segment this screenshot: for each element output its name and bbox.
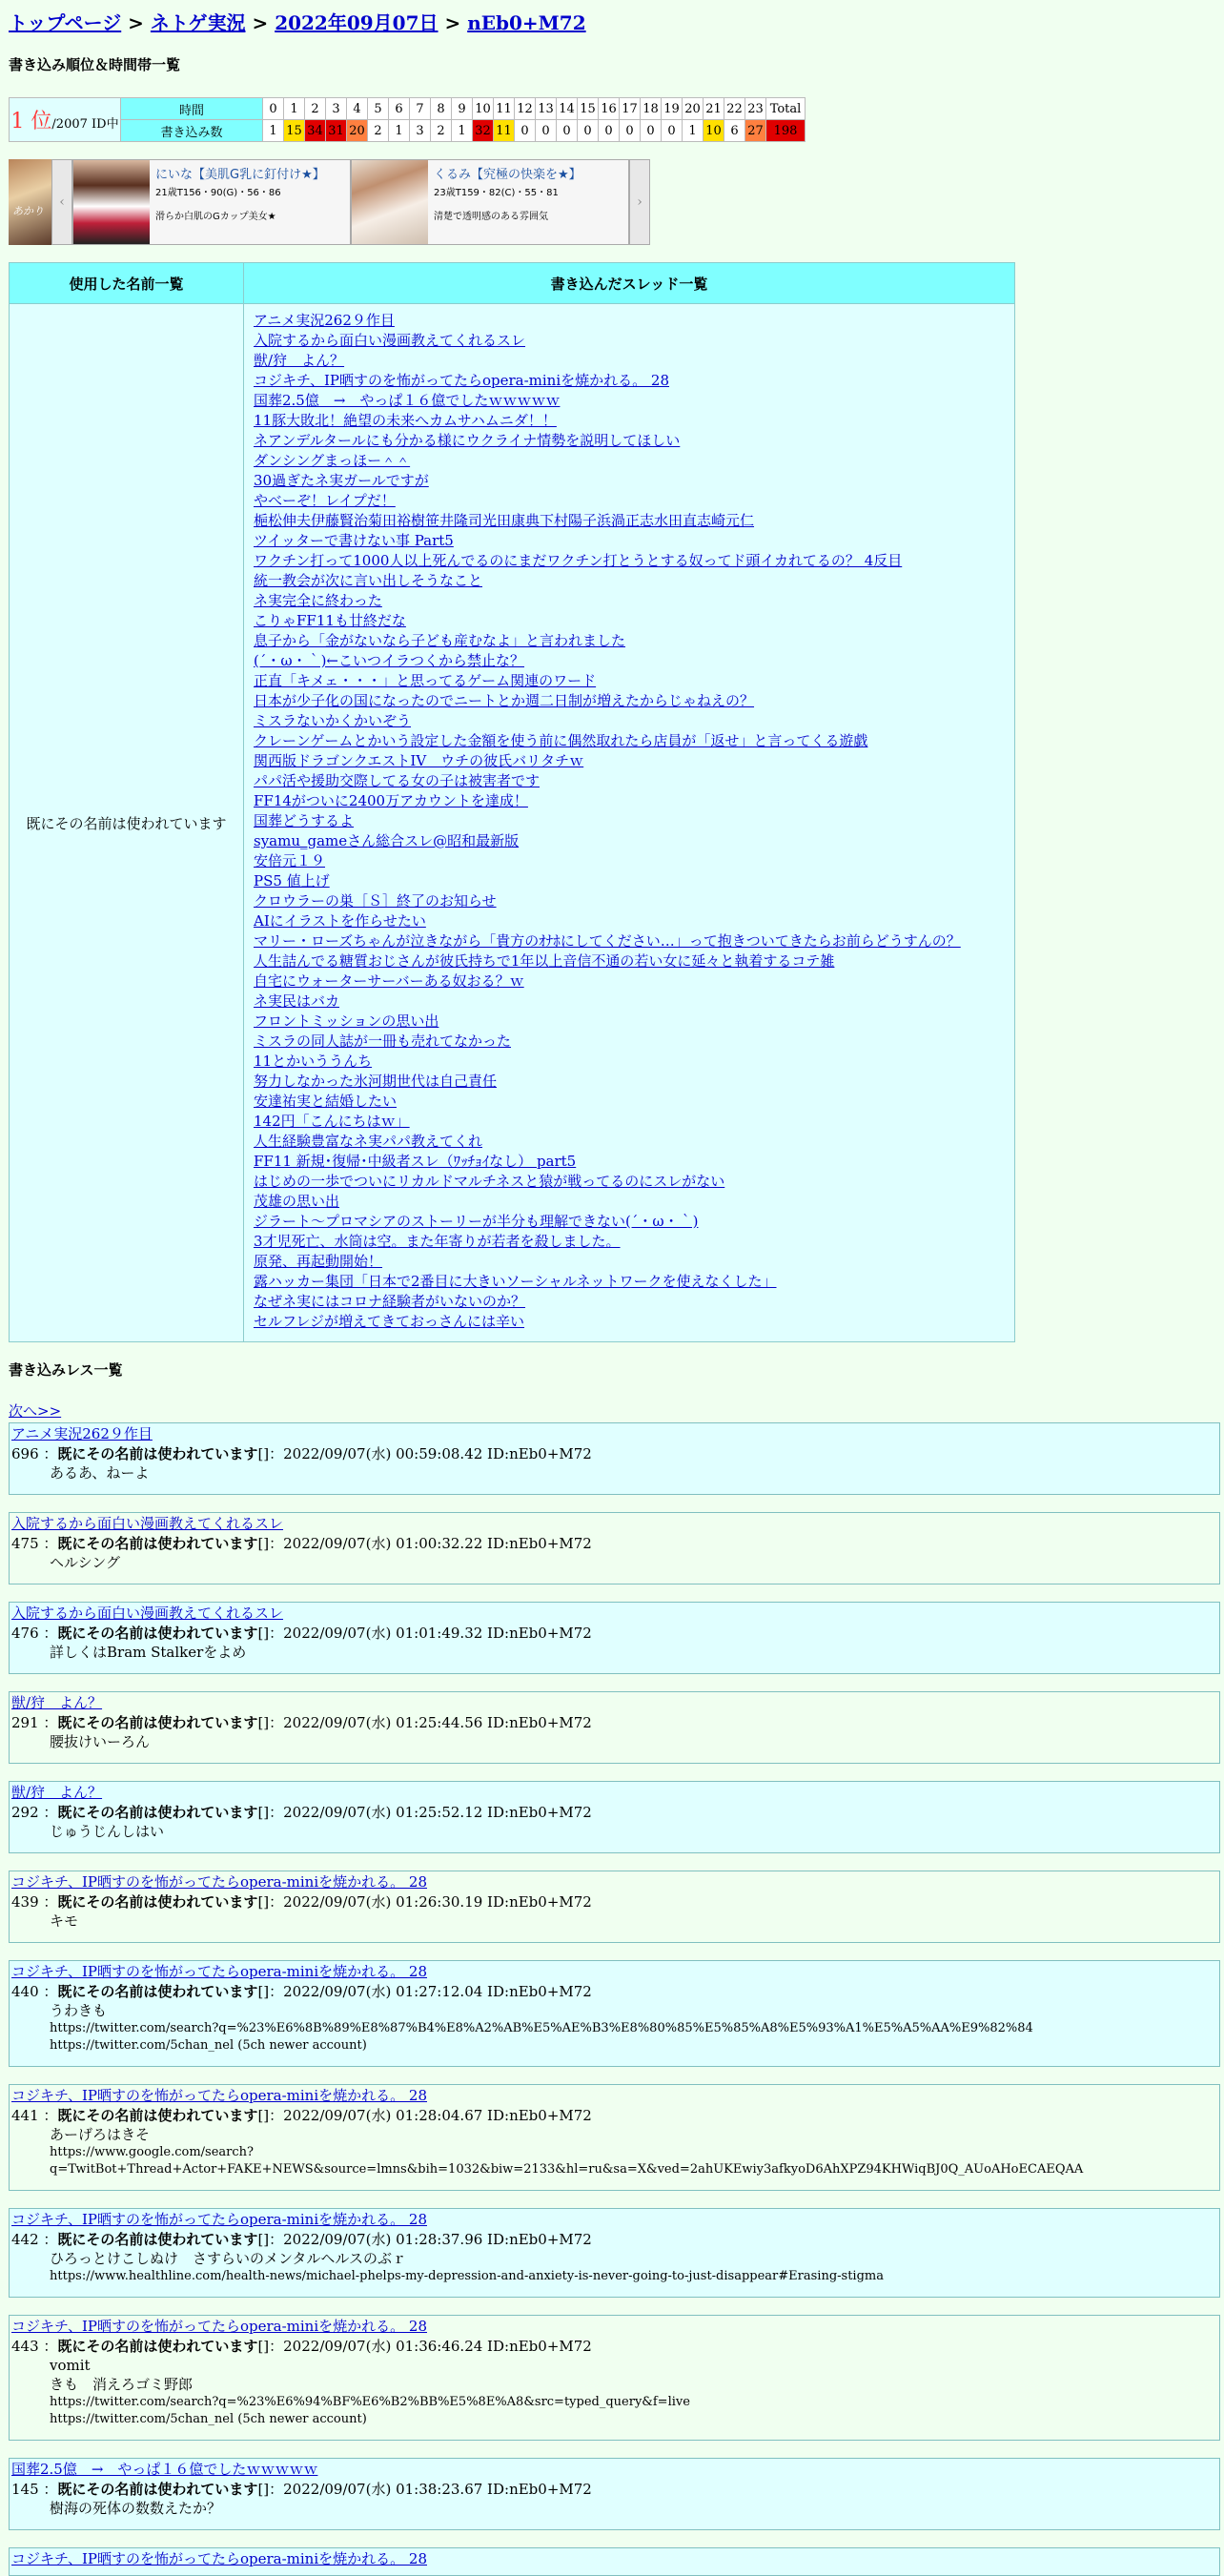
thread-link[interactable]: PS5 値上げ — [254, 872, 330, 889]
post-thread-link[interactable]: コジキチ、IP晒すのを怖がってたらopera-miniを焼かれる。 28 — [11, 2550, 427, 2567]
hour-cell: 7 — [410, 98, 431, 120]
post — [9, 1691, 1220, 1764]
total-label: Total — [766, 98, 806, 120]
thread-link[interactable]: 息子から「金がないなら子ども産むなよ」と言われました — [254, 632, 626, 649]
post-line: vomit — [50, 2357, 91, 2374]
thread-link[interactable]: なぜネ実にはコロナ経験者がいないのか？ — [254, 1293, 526, 1310]
thread-link[interactable]: やべーぞ！レイプだ！ — [254, 492, 396, 509]
post — [9, 1781, 1220, 1853]
thread-link[interactable]: 関西版ドラゴンクエストIV ウチの彼氏バリタチｗ — [254, 752, 584, 769]
post-date-id: []：2022/09/07(水) 01:25:44.56 ID:nEb0+M72 — [257, 1714, 592, 1731]
count-cell: 1 — [452, 120, 473, 142]
post-date-id: []：2022/09/07(水) 00:59:08.42 ID:nEb0+M72 — [257, 1445, 592, 1462]
count-cell: 1 — [263, 120, 284, 142]
post-url: https://www.healthline.com/health-news/michael-phelps-my-depression-and-anxiety-is-never-going-to-just-disappear#Erasing-stigma — [50, 2269, 884, 2283]
post — [9, 1512, 1220, 1584]
post — [9, 1602, 1220, 1674]
post-line: 腰抜けいーろん — [50, 1733, 151, 1750]
post-number: 442 — [11, 2231, 39, 2248]
hour-cell: 11 — [494, 98, 515, 120]
count-cell: 0 — [620, 120, 641, 142]
post-thread-link[interactable]: アニメ実況262９作目 — [11, 1425, 153, 1442]
ad-title[interactable]: くるみ【究極の快楽を★】 — [434, 168, 581, 182]
post-meta — [11, 1443, 1219, 1463]
post-url: https://twitter.com/5chan_nel (5ch newer account) — [50, 2412, 367, 2426]
hour-cell: 6 — [389, 98, 410, 120]
post-date-id: []：2022/09/07(水) 01:01:49.32 ID:nEb0+M72 — [257, 1625, 592, 1642]
post-thread-link[interactable]: 入院するから面白い漫画教えてくれるスレ — [11, 1605, 284, 1622]
ad-spec: 21歳T156・90(G)・56・86 — [155, 188, 281, 198]
rank-suffix: /2007 ID中 — [51, 117, 119, 132]
post-name: 既にその名前は使われています — [57, 2338, 258, 2355]
post-meta — [11, 2479, 1219, 2499]
thread-link[interactable]: 安達祐実と結婚したい — [254, 1093, 398, 1110]
hour-cell: 22 — [724, 98, 745, 120]
ad-photo-2 — [352, 160, 428, 244]
thread-link[interactable]: マリー・ローズちゃんが泣きながら「貴方のｵﾅﾎにしてください…」って抱きついてきたらお前らどうすんの？ — [254, 932, 961, 950]
post-thread-link[interactable]: コジキチ、IP晒すのを怖がってたらopera-miniを焼かれる。 28 — [11, 2211, 427, 2228]
post-body — [50, 2499, 1219, 2518]
post-body — [50, 2356, 1219, 2428]
hour-cell: 3 — [326, 98, 347, 120]
post-line: キモ — [50, 1912, 79, 1930]
count-cell: 32 — [473, 120, 494, 142]
thread-link[interactable]: 露ハッカー集団「日本で2番目に大きいソーシャルネットワークを使えなくした」 — [254, 1273, 777, 1290]
post-thread-link[interactable]: 獣/狩 よん？ — [11, 1784, 103, 1801]
breadcrumb-top-link[interactable]: トップページ — [9, 11, 122, 34]
post-date-id: []：2022/09/07(水) 01:00:32.22 ID:nEb0+M72 — [257, 1535, 592, 1552]
thread-link[interactable]: こりゃFF11も廿終だな — [254, 612, 406, 629]
thread-link[interactable]: 国葬2.5億 → やっぱ１６億でしたｗｗｗｗｗ — [254, 392, 561, 409]
count-cell: 1 — [683, 120, 704, 142]
hour-cell: 2 — [305, 98, 326, 120]
post-separator: ： — [38, 1714, 58, 1731]
breadcrumb-date-link[interactable]: 2022年09月07日 — [275, 11, 439, 34]
hour-cell: 8 — [431, 98, 452, 120]
post — [9, 2458, 1220, 2530]
post-line: じゅうじんしはい — [50, 1823, 165, 1840]
post-thread-link[interactable]: コジキチ、IP晒すのを怖がってたらopera-miniを焼かれる。 28 — [11, 2318, 427, 2335]
post-separator: ： — [38, 2107, 58, 2124]
hour-cell: 10 — [473, 98, 494, 120]
count-cell: 2 — [368, 120, 389, 142]
thread-link[interactable]: 努力しなかった氷河期世代は自己責任 — [254, 1073, 498, 1090]
count-cell: 0 — [515, 120, 536, 142]
ad-side-label: あかり — [12, 205, 44, 217]
name-used: 既にその名前は使われています — [10, 304, 244, 1342]
thread-link[interactable]: 安倍元１９ — [254, 852, 326, 869]
thread-link[interactable]: 入院するから面白い漫画教えてくれるスレ — [254, 332, 526, 349]
post-number: 292 — [11, 1804, 39, 1821]
post-meta — [11, 1891, 1219, 1912]
post-line: あるあ、ねーよ — [50, 1464, 150, 1482]
thread-link[interactable]: FF14がついに2400万アカウントを達成！ — [254, 792, 528, 809]
post-url: https://www.google.com/search? — [50, 2145, 254, 2159]
post-meta — [11, 1802, 1219, 1822]
thread-link[interactable]: パパ活や援助交際してる女の子は被害者です — [254, 772, 541, 789]
ad-card-2[interactable] — [351, 159, 629, 245]
post-number: 439 — [11, 1893, 39, 1911]
post-number: 441 — [11, 2107, 39, 2124]
post — [9, 1422, 1220, 1495]
post-line: きも 消えろゴミ野郎 — [50, 2376, 194, 2393]
count-cell: 0 — [557, 120, 578, 142]
threads-header: 書き込んだスレッド一覧 — [244, 263, 1015, 304]
thread-link[interactable]: 国葬どうするよ — [254, 812, 355, 829]
post-meta — [11, 2229, 1219, 2249]
post-number: 145 — [11, 2481, 39, 2498]
hour-cell: 15 — [578, 98, 599, 120]
post-separator: ： — [38, 2481, 58, 2498]
post — [9, 1871, 1220, 1943]
post-separator: ： — [38, 1535, 58, 1552]
post-date-id: []：2022/09/07(水) 01:36:46.24 ID:nEb0+M72 — [257, 2338, 592, 2355]
post-name: 既にその名前は使われています — [57, 1804, 258, 1821]
thread-link[interactable]: クレーンゲームとかいう設定した金額を使う前に偶然取れたら店員が「返せ」と言ってくる遊戯 — [254, 732, 868, 749]
post-name: 既にその名前は使われています — [57, 1445, 258, 1462]
count-cell: 0 — [536, 120, 557, 142]
post-date-id: []：2022/09/07(水) 01:26:30.19 ID:nEb0+M72 — [257, 1893, 592, 1911]
post-name: 既にその名前は使われています — [57, 1893, 258, 1911]
post-name: 既にその名前は使われています — [57, 1535, 258, 1552]
rank-number: 1 位 — [10, 110, 52, 133]
hour-cell: 5 — [368, 98, 389, 120]
ad-card-1[interactable] — [72, 159, 351, 245]
count-cell: 11 — [494, 120, 515, 142]
count-cell: 6 — [724, 120, 745, 142]
hour-cell: 9 — [452, 98, 473, 120]
post-separator: ： — [38, 2338, 58, 2355]
post-separator: ： — [38, 1804, 58, 1821]
count-cell: 31 — [326, 120, 347, 142]
hour-cell: 23 — [745, 98, 766, 120]
names-header: 使用した名前一覧 — [10, 263, 244, 304]
thread-link[interactable]: 11豚大敗北！絶望の未来へカムサハムニダ！！ — [254, 412, 557, 429]
thread-link[interactable]: 獣/狩 よん？ — [254, 352, 345, 369]
thread-link[interactable]: 自宅にウォーターサーバーある奴おる？ｗ — [254, 972, 524, 990]
post-meta — [11, 2336, 1219, 2356]
count-cell: 0 — [662, 120, 683, 142]
hour-cell: 14 — [557, 98, 578, 120]
hour-cell: 0 — [263, 98, 284, 120]
hour-cell: 19 — [662, 98, 683, 120]
thread-link[interactable]: 茂雄の思い出 — [254, 1193, 340, 1210]
count-cell: 0 — [641, 120, 662, 142]
thread-link[interactable]: 人生詰んでる糖質おじさんが彼氏持ちで1年以上音信不通の若い女に延々と執着するコテ雑 — [254, 952, 835, 970]
post-body — [50, 1643, 1219, 1662]
post-name: 既にその名前は使われています — [57, 2481, 258, 2498]
breadcrumb-id-link[interactable]: nEb0+M72 — [467, 11, 586, 34]
thread-link[interactable]: ミスラの同人誌が一冊も売れてなかった — [254, 1032, 512, 1050]
thread-link[interactable]: 30過ぎたネ実ガールですが — [254, 472, 429, 489]
post — [9, 2315, 1220, 2441]
hour-cell: 1 — [284, 98, 305, 120]
thread-link[interactable]: セルフレジが増えてきておっさんには辛い — [254, 1313, 525, 1330]
post-thread-link[interactable]: コジキチ、IP晒すのを怖がってたらopera-miniを焼かれる。 28 — [11, 1963, 427, 1980]
thread-link[interactable]: syamu_gameさん総合スレ@昭和最新版 — [254, 832, 520, 849]
post-date-id: []：2022/09/07(水) 01:27:12.04 ID:nEb0+M72 — [257, 1983, 592, 2000]
post-date-id: []：2022/09/07(水) 01:25:52.12 ID:nEb0+M72 — [257, 1804, 592, 1821]
count-cell: 34 — [305, 120, 326, 142]
thread-link[interactable]: ネアンデルタールにも分かる様にウクライナ情勢を説明してほしい — [254, 432, 681, 449]
post-meta — [11, 1712, 1219, 1732]
thread-link[interactable]: 3才児死亡、水筒は空。また年寄りが若者を殺しました。 — [254, 1233, 621, 1250]
breadcrumb-board-link[interactable]: ネトゲ実況 — [150, 11, 246, 34]
post-separator: ： — [38, 1625, 58, 1642]
thread-link[interactable]: 梔松伸夫伊藤賢治菊田裕樹笹井隆司光田康典下村陽子浜渦正志水田直志崎元仁 — [254, 512, 755, 529]
post-number: 696 — [11, 1445, 39, 1462]
thread-link[interactable]: 11とかいううんち — [254, 1053, 373, 1070]
breadcrumb — [9, 8, 1215, 35]
post-body — [50, 2125, 1219, 2178]
post-list — [9, 1422, 1215, 2530]
thread-link[interactable]: ネ実民はバカ — [254, 992, 340, 1010]
thread-link[interactable]: クロウラーの巣［Ｓ］終了のお知らせ — [254, 892, 497, 910]
ad-photo-1 — [73, 160, 150, 244]
next-page-link[interactable]: 次へ>> — [9, 1402, 62, 1420]
rank-position — [10, 98, 121, 142]
thread-link[interactable]: アニメ実況262９作目 — [254, 312, 395, 329]
post-name: 既にその名前は使われています — [57, 2107, 258, 2124]
ad-spec: 23歳T159・82(C)・55・81 — [434, 188, 559, 198]
breadcrumb-separator: > — [121, 11, 151, 34]
count-cell: 1 — [389, 120, 410, 142]
post-date-id: []：2022/09/07(水) 01:38:23.67 ID:nEb0+M72 — [257, 2481, 592, 2498]
rank-section-title: 書き込み順位＆時間帯一覧 — [9, 56, 181, 73]
thread-link[interactable]: 統一教会が次に言い出しそうなこと — [254, 572, 483, 589]
post-name: 既にその名前は使われています — [57, 1714, 258, 1731]
post-separator: ： — [38, 1983, 58, 2000]
thread-link[interactable]: AIにイラストを作らせたい — [254, 912, 426, 930]
post-body — [50, 2001, 1219, 2055]
breadcrumb-separator: > — [438, 11, 468, 34]
ad-banner — [9, 159, 1215, 245]
count-cell: 10 — [704, 120, 724, 142]
count-cell: 27 — [745, 120, 766, 142]
post-number: 476 — [11, 1625, 39, 1642]
thread-link[interactable]: FF11 新規･復帰･中級者スレ（ﾜｯﾁｮｲなし） part5 — [254, 1153, 577, 1170]
count-cell: 3 — [410, 120, 431, 142]
post-name: 既にその名前は使われています — [57, 1625, 258, 1642]
thread-link[interactable]: コジキチ、IP晒すのを怖がってたらopera-miniを焼かれる。 28 — [254, 372, 669, 389]
ad-prev-button[interactable]: ‹ — [51, 159, 72, 245]
post-line: あーげろはきそ — [50, 2126, 151, 2143]
ad-side-image[interactable] — [9, 159, 51, 245]
thread-link[interactable]: ネ実完全に終わった — [254, 592, 382, 609]
post-date-id: []：2022/09/07(水) 01:28:04.67 ID:nEb0+M72 — [257, 2107, 592, 2124]
post-number: 475 — [11, 1535, 39, 1552]
post-thread-link[interactable]: 入院するから面白い漫画教えてくれるスレ — [11, 1515, 284, 1532]
post-date-id: []：2022/09/07(水) 01:28:37.96 ID:nEb0+M72 — [257, 2231, 592, 2248]
ad-desc: 清楚で透明感のある雰囲気 — [434, 212, 548, 222]
ad-title[interactable]: にいな【美肌G乳に釘付け★】 — [155, 168, 325, 182]
count-cell: 20 — [347, 120, 368, 142]
hour-cell: 18 — [641, 98, 662, 120]
post-separator: ： — [38, 1445, 58, 1462]
post-cut-off — [9, 2547, 1220, 2576]
names-threads-table — [9, 262, 1015, 1342]
post-line: 詳しくはBram Stalkerをよめ — [50, 1644, 247, 1661]
post-thread-link[interactable]: コジキチ、IP晒すのを怖がってたらopera-miniを焼かれる。 28 — [11, 2087, 427, 2104]
post — [9, 1960, 1220, 2067]
thread-link[interactable]: ツイッターで書けない事 Part5 — [254, 532, 454, 549]
hour-cell: 21 — [704, 98, 724, 120]
count-cell: 15 — [284, 120, 305, 142]
hour-cell: 17 — [620, 98, 641, 120]
post-body — [50, 1822, 1219, 1841]
count-cell: 0 — [599, 120, 620, 142]
thread-link[interactable]: 日本が少子化の国になったのでニートとか週二日制が増えたからじゃねえの？ — [254, 692, 755, 709]
post-separator: ： — [38, 2231, 58, 2248]
post-line: ヘルシング — [50, 1554, 120, 1571]
thread-link[interactable]: ダンシングまっほー＾＾ — [254, 452, 411, 469]
post-url: https://twitter.com/5chan_nel (5ch newer account) — [50, 2038, 367, 2053]
post-meta — [11, 2105, 1219, 2125]
time-label: 時間 — [121, 98, 263, 120]
total-count: 198 — [766, 120, 806, 142]
thread-list — [244, 304, 1015, 1342]
thread-link[interactable]: ジラート～プロマシアのストーリーが半分も理解できない(´・ω・｀) — [254, 1213, 699, 1230]
post-separator: ： — [38, 1893, 58, 1911]
post-thread-link[interactable]: 獣/狩 よん？ — [11, 1694, 103, 1711]
thread-link[interactable]: 142円「こんにちはｗ」 — [254, 1113, 410, 1130]
posts-section-title: 書き込みレス一覧 — [9, 1361, 123, 1379]
count-cell: 0 — [578, 120, 599, 142]
post-number: 443 — [11, 2338, 39, 2355]
count-label: 書き込み数 — [121, 120, 263, 142]
thread-link[interactable]: 人生経験豊富なネ実パパ教えてくれ — [254, 1133, 483, 1150]
rank-table — [9, 97, 806, 142]
post — [9, 2084, 1220, 2191]
post-thread-link[interactable]: 国葬2.5億 → やっぱ１６億でしたｗｗｗｗｗ — [11, 2461, 318, 2478]
breadcrumb-separator: > — [245, 11, 275, 34]
post-name: 既にその名前は使われています — [57, 1983, 258, 2000]
post-body — [50, 1912, 1219, 1931]
thread-link[interactable]: ミスラないかくかいぞう — [254, 712, 412, 729]
post-line: うわきも — [50, 2002, 108, 2019]
post-body — [50, 1732, 1219, 1751]
post-body — [50, 2249, 1219, 2285]
post-line: 樹海の死体の数数えたか？ — [50, 2500, 222, 2517]
post-meta — [11, 1981, 1219, 2001]
post-thread-link[interactable]: コジキチ、IP晒すのを怖がってたらopera-miniを焼かれる。 28 — [11, 1873, 427, 1891]
hour-cell: 12 — [515, 98, 536, 120]
post-body — [50, 1463, 1219, 1482]
ad-next-button[interactable]: › — [629, 159, 650, 245]
hour-cell: 13 — [536, 98, 557, 120]
post-body — [50, 1553, 1219, 1572]
count-cell: 2 — [431, 120, 452, 142]
thread-link[interactable]: 正直「キメェ・・・」と思ってるゲーム関連のワード — [254, 672, 597, 689]
post-url: https://twitter.com/search?q=%23%E6%94%BF%E6%B2%BB%E5%8E%A8&src=typed_query&f=live — [50, 2395, 690, 2409]
thread-link[interactable]: (´・ω・｀)←こいつイラつくから禁止な？ — [254, 652, 525, 669]
post-url: https://twitter.com/search?q=%23%E6%8B%89%E8%87%B4%E8%A2%AB%E5%AE%B3%E8%80%85%E5%85%A8%E5%93%A1%E5%A5%AA%E9%82%84 — [50, 2021, 1033, 2035]
thread-link[interactable]: ワクチン打って1000人以上死んでるのにまだワクチン打とうとする奴ってド頭イカれてるの？ 4反目 — [254, 552, 903, 569]
thread-link[interactable]: 原発、再起動開始！ — [254, 1253, 383, 1270]
post-number: 440 — [11, 1983, 39, 2000]
hour-cell: 20 — [683, 98, 704, 120]
thread-link[interactable]: はじめの一歩でついにリカルドマルチネスと猿が戦ってるのにスレがない — [254, 1173, 725, 1190]
post-meta — [11, 1623, 1219, 1643]
post-meta — [11, 1533, 1219, 1553]
post-line: ひろっとけこしぬけ さすらいのメンタルヘルスのぶｒ — [50, 2250, 406, 2267]
post-url: q=TwitBot+Thread+Actor+FAKE+NEWS&source=lmns&bih=1032&biw=2133&hl=ru&sa=X&ved=2ahUKEwiy3afkyoD6AhXPZ94KHWiqBJ0Q_AUoAHoECAEQAA — [50, 2162, 1084, 2177]
post-number: 291 — [11, 1714, 39, 1731]
hour-cell: 16 — [599, 98, 620, 120]
post-name: 既にその名前は使われています — [57, 2231, 258, 2248]
hour-cell: 4 — [347, 98, 368, 120]
thread-link[interactable]: フロントミッションの思い出 — [254, 1012, 439, 1030]
post — [9, 2208, 1220, 2298]
ad-desc: 滑らか白肌のGカップ美女★ — [155, 212, 276, 222]
